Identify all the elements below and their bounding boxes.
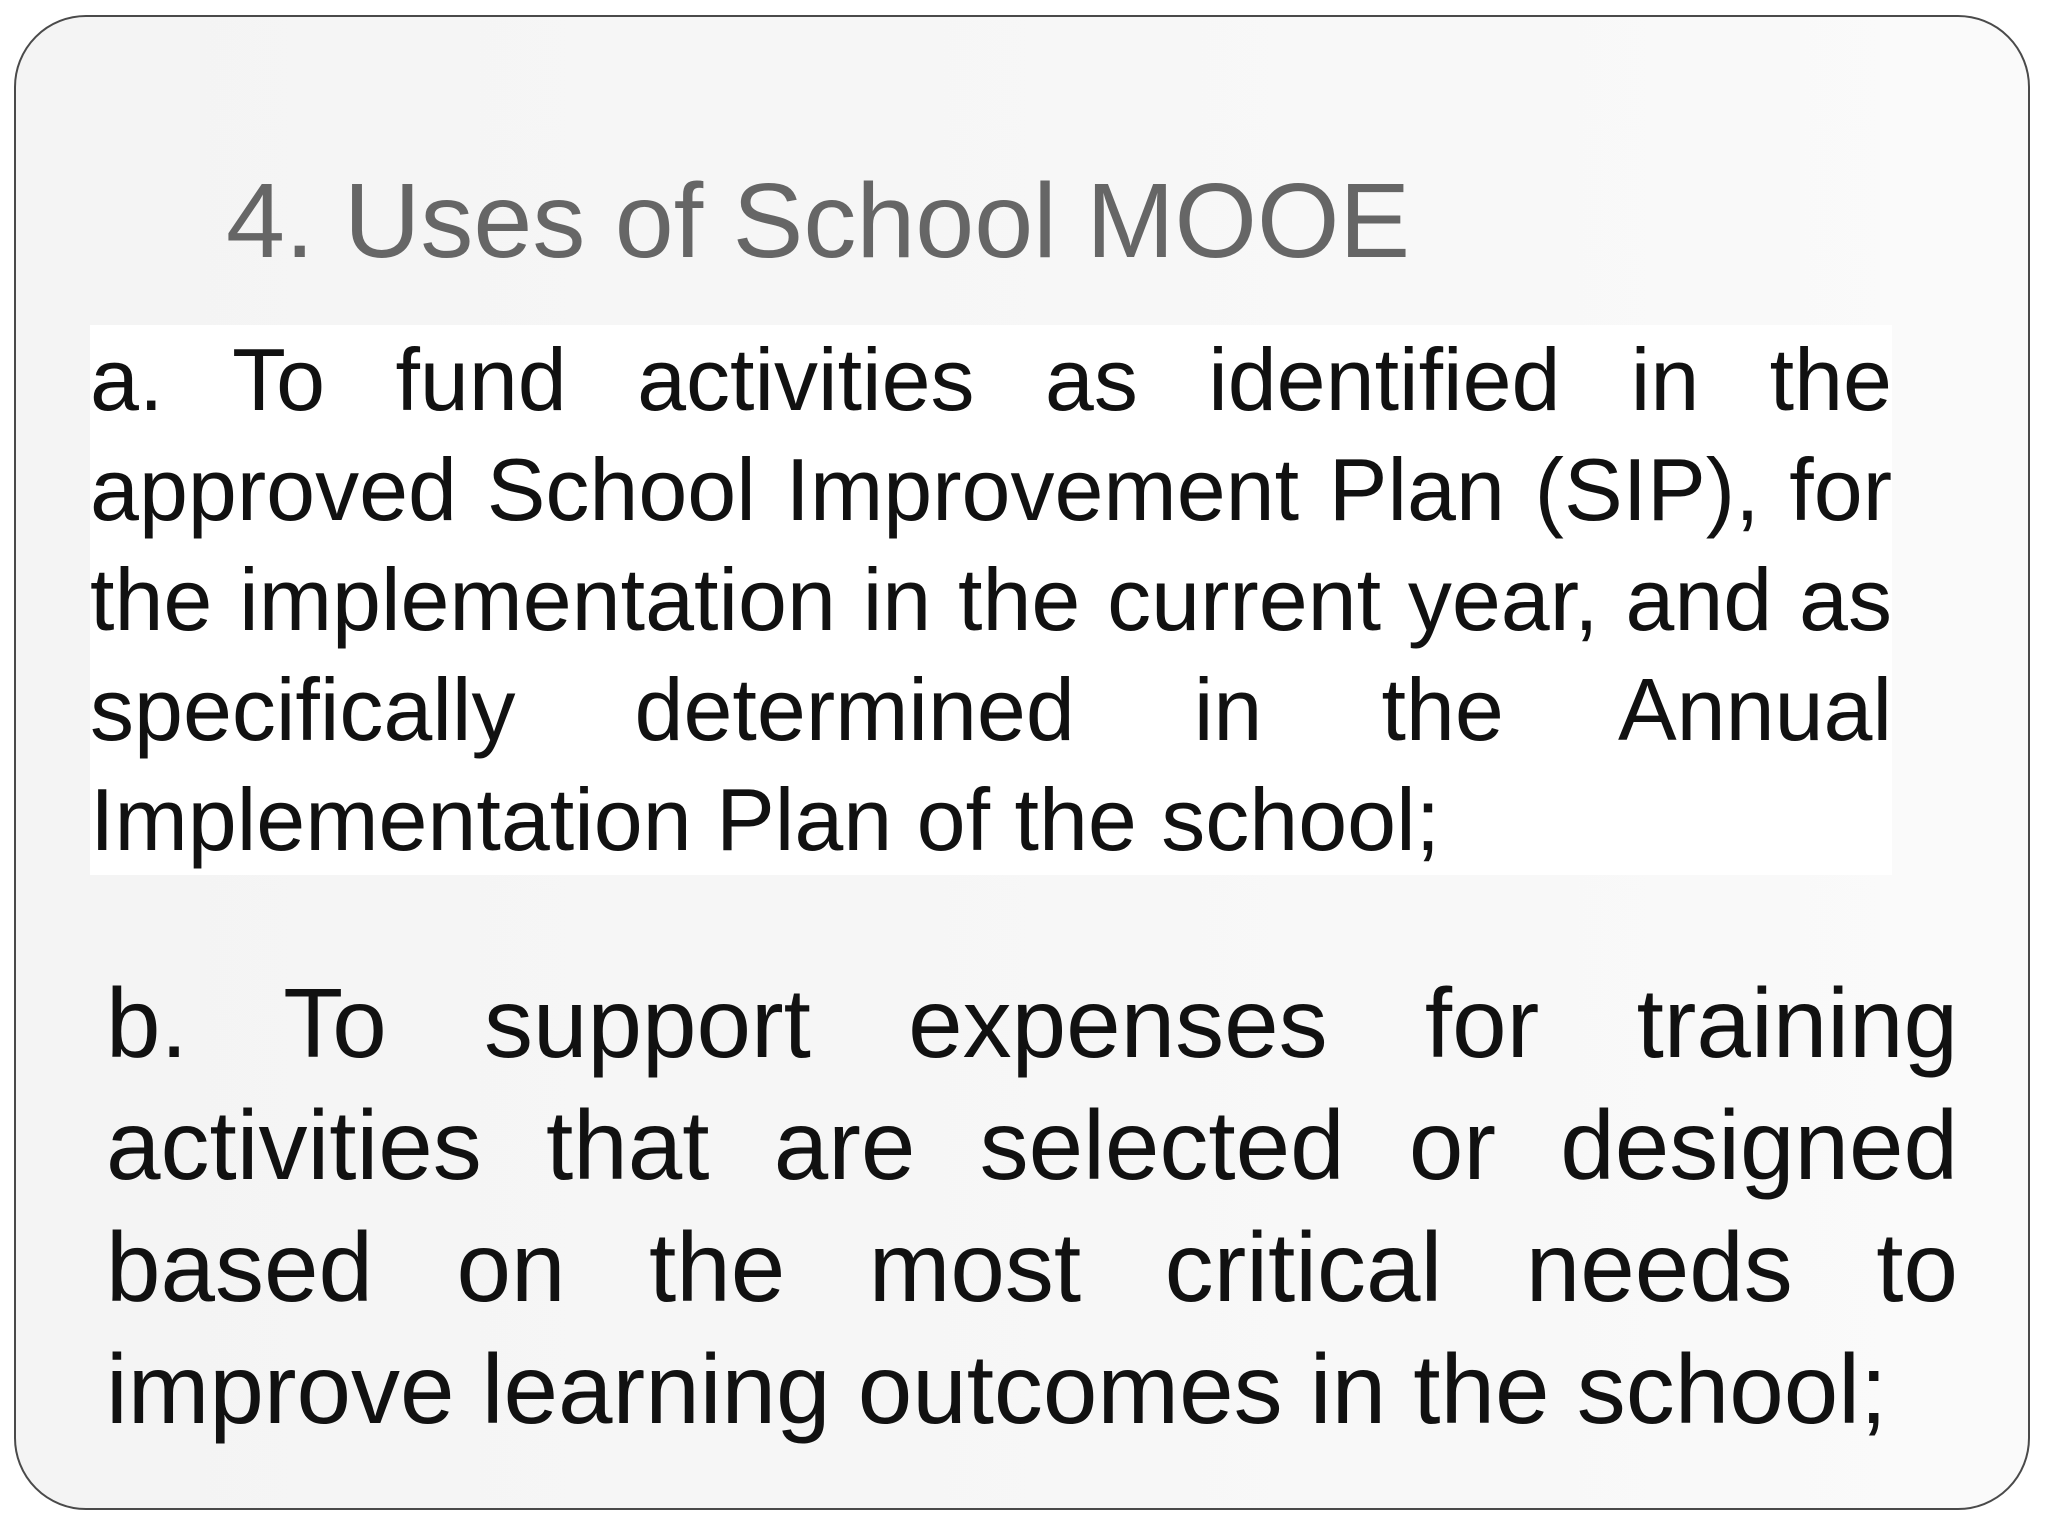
slide-title: 4. Uses of School MOOE [226, 162, 1411, 280]
paragraph-a: a. To fund activities as identified in the approved School Improvement Plan (SIP), for the implementation in the current year, and as specifically determined in the Annual Implementation Plan of the school; [90, 325, 1892, 875]
paragraph-b: b. To support expenses for training activities that are selected or designed based on the most critical needs to improve learning outcomes in the school; [106, 968, 1958, 1444]
